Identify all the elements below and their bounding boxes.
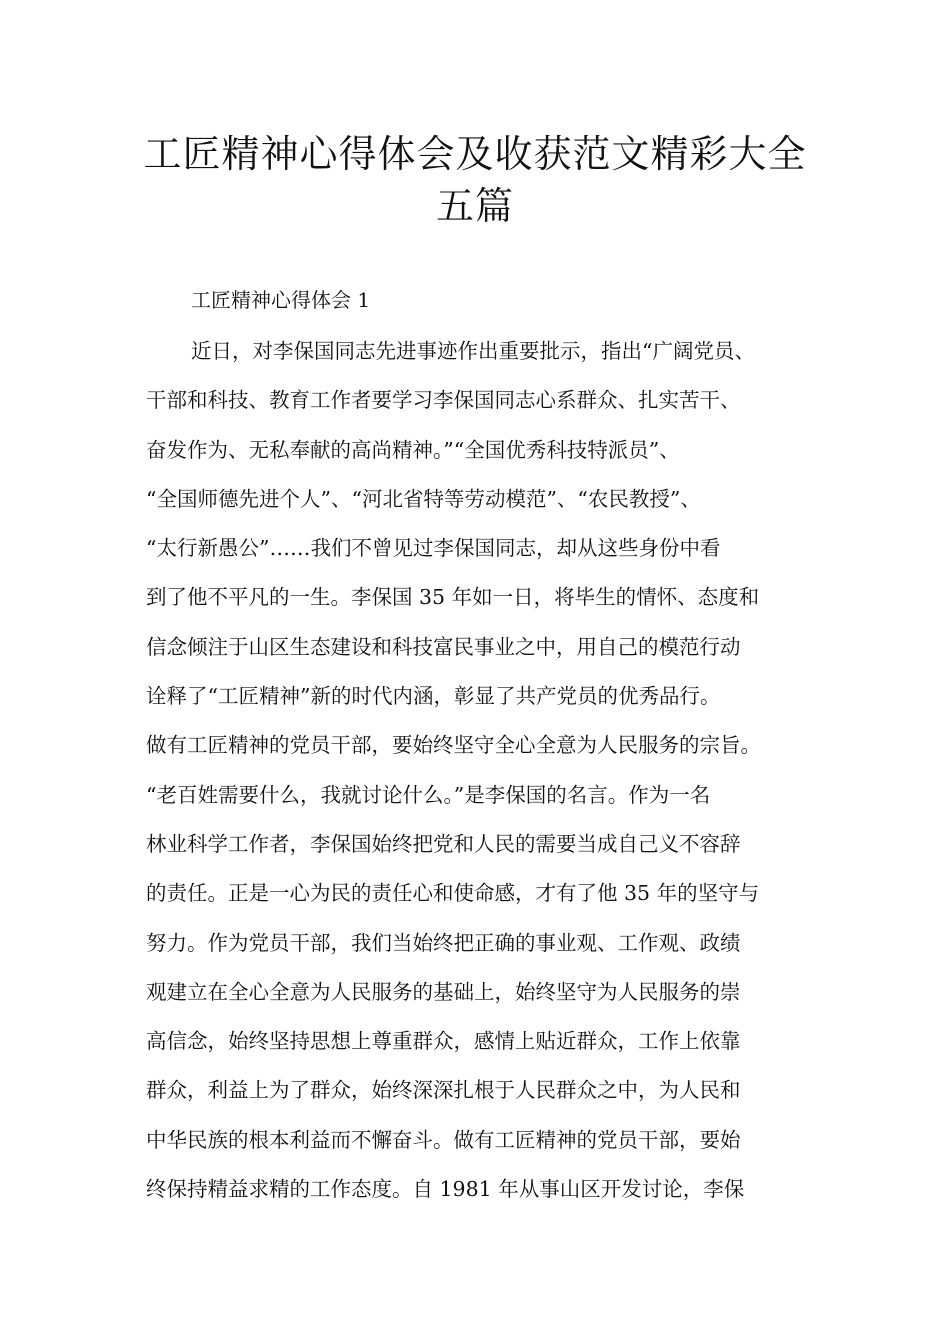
body-line: 的责任。正是一心为民的责任心和使命感，才有了他 35 年的坚守与 <box>146 881 760 906</box>
body-line: 高信念，始终坚持思想上尊重群众，感情上贴近群众，工作上依靠 <box>146 1029 741 1054</box>
body-line: 终保持精益求精的工作态度。自 1981 年从事山区开发讨论，李保 <box>146 1177 745 1202</box>
body-line: “老百姓需要什么，我就讨论什么。”是李保国的名言。作为一名 <box>146 782 711 807</box>
body-line: 中华民族的根本利益而不懈奋斗。做有工匠精神的党员干部，要始 <box>146 1127 741 1152</box>
body-line: 努力。作为党员干部，我们当始终把正确的事业观、工作观、政绩 <box>146 930 741 955</box>
section-heading: 工匠精神心得体会 1 <box>191 288 371 312</box>
body-line: 信念倾注于山区生态建设和科技富民事业之中，用自己的模范行动 <box>146 634 741 659</box>
title-line-1: 工匠精神心得体会及收获范文精彩大全 <box>143 132 807 176</box>
body-line: “太行新愚公”……我们不曾见过李保国同志，却从这些身份中看 <box>146 536 721 561</box>
body-line: “全国师德先进个人”、“河北省特等劳动模范”、“农民教授”、 <box>146 486 701 511</box>
body-paragraph <box>146 336 846 1223</box>
body-line: 群众，利益上为了群众，始终深深扎根于人民群众之中，为人民和 <box>146 1078 741 1103</box>
body-line: 到了他不平凡的一生。李保国 35 年如一日，将毕生的情怀、态度和 <box>146 585 760 610</box>
body-line: 做有工匠精神的党员干部，要始终坚守全心全意为人民服务的宗旨。 <box>146 733 761 758</box>
document-title <box>120 128 830 232</box>
title-line-2: 五篇 <box>435 184 514 228</box>
body-line: 观建立在全心全意为人民服务的基础上，始终坚守为人民服务的崇 <box>146 979 741 1004</box>
body-line: 奋发作为、无私奉献的高尚精神。”“全国优秀科技特派员”、 <box>146 437 680 462</box>
body-line: 林业科学工作者，李保国始终把党和人民的需要当成自己义不容辞 <box>146 831 741 856</box>
body-line: 诠释了“工匠精神”新的时代内涵，彰显了共产党员的优秀品行。 <box>146 684 721 709</box>
body-line: 近日，对李保国同志先进事迹作出重要批示，指出“广阔党员、 <box>191 339 755 363</box>
body-line: 干部和科技、教育工作者要学习李保国同志心系群众、扎实苦干、 <box>146 388 741 413</box>
